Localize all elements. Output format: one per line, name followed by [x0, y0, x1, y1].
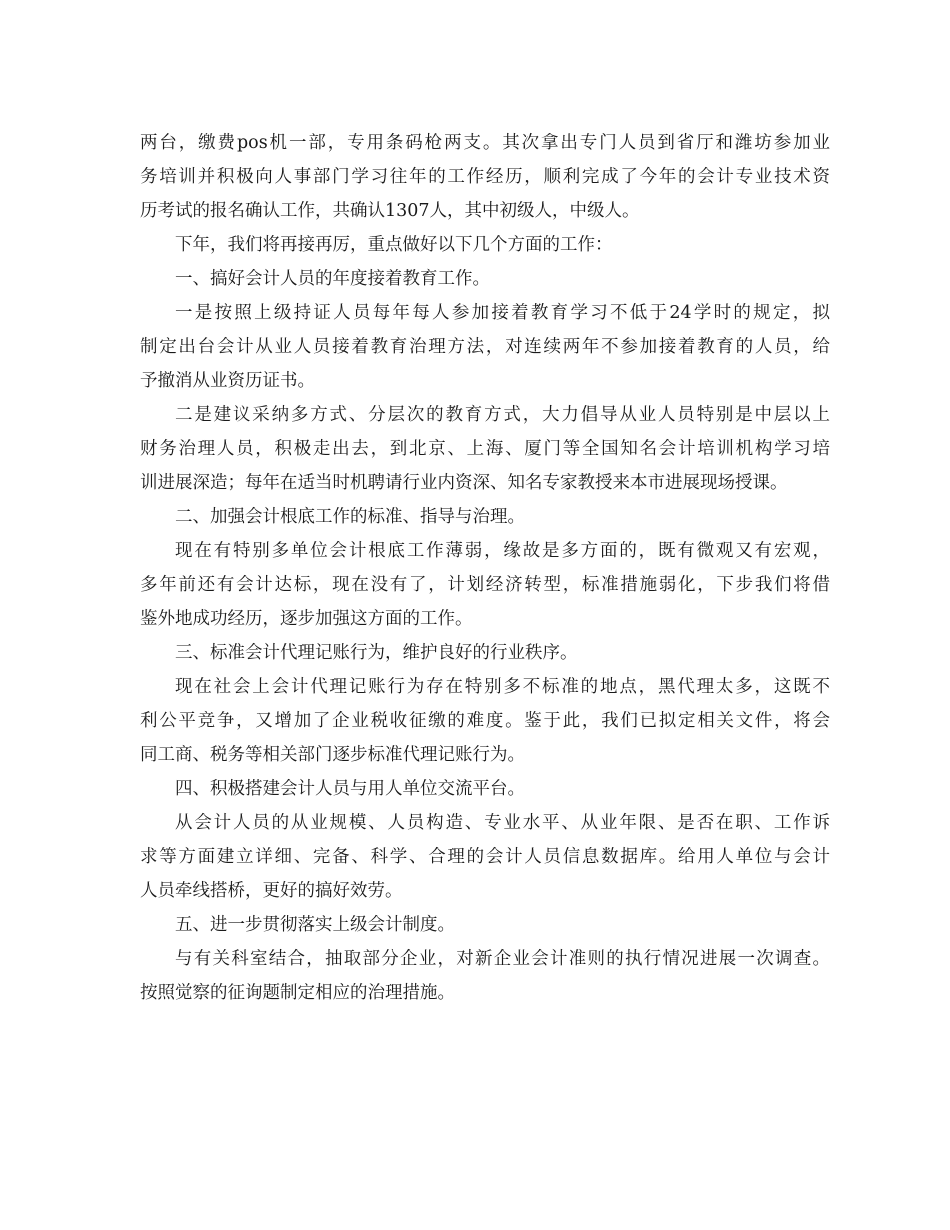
text-line: 人员牵线搭桥，更好的搞好效劳。 — [140, 881, 403, 901]
text-line: 四、积极搭建会计人员与用人单位交流平台。 — [175, 779, 525, 799]
text-line: 五、进一步贯彻落实上级会计制度。 — [175, 915, 455, 935]
text-line: 鉴外地成功经历，逐步加强这方面的工作。 — [140, 609, 473, 629]
document-body-text — [140, 126, 830, 1010]
text-line: 训进展深造；每年在适当时机聘请行业内资深、知名专家教授来本市进展现场授课。 — [140, 473, 788, 493]
text-line: 两台，缴费pos机一部，专用条码枪两支。其次拿出专门人员到省厅和潍坊参加业 — [140, 133, 830, 153]
text-line: 务培训并积极向人事部门学习往年的工作经历，顺利完成了今年的会计专业技术资 — [140, 167, 830, 187]
text-line: 求等方面建立详细、完备、科学、合理的会计人员信息数据库。给用人单位与会计 — [140, 847, 830, 867]
text-line: 从会计人员的从业规模、人员构造、专业水平、从业年限、是否在职、工作诉 — [175, 813, 830, 833]
text-line: 二、加强会计根底工作的标准、指导与治理。 — [175, 507, 525, 527]
text-line: 利公平竞争，又增加了企业税收征缴的难度。鉴于此，我们已拟定相关文件，将会 — [140, 711, 830, 731]
text-line: 一、搞好会计人员的年度接着教育工作。 — [175, 269, 490, 289]
text-line: 按照觉察的征询题制定相应的治理措施。 — [140, 983, 455, 1003]
text-line: 制定出台会计从业人员接着教育治理方法，对连续两年不参加接着教育的人员，给 — [140, 337, 830, 357]
text-line: 一是按照上级持证人员每年每人参加接着教育学习不低于24学时的规定，拟 — [175, 303, 830, 323]
text-line: 二是建议采纳多方式、分层次的教育方式，大力倡导从业人员特别是中层以上 — [175, 405, 830, 425]
text-line: 多年前还有会计达标，现在没有了，计划经济转型，标准措施弱化，下步我们将借 — [140, 575, 830, 595]
text-line: 下年，我们将再接再厉，重点做好以下几个方面的工作： — [175, 235, 613, 255]
text-line: 予撤消从业资历证书。 — [140, 371, 315, 391]
text-line: 三、标准会计代理记账行为，维护良好的行业秩序。 — [175, 643, 578, 663]
text-line: 与有关科室结合，抽取部分企业，对新企业会计准则的执行情况进展一次调查。 — [175, 949, 830, 969]
text-line: 财务治理人员，积极走出去，到北京、上海、厦门等全国知名会计培训机构学习培 — [140, 439, 830, 459]
text-line: 历考试的报名确认工作，共确认1307人，其中初级人，中级人。 — [140, 201, 640, 221]
text-line: 同工商、税务等相关部门逐步标准代理记账行为。 — [140, 745, 525, 765]
text-line: 现在有特别多单位会计根底工作薄弱，缘故是多方面的，既有微观又有宏观， — [175, 541, 830, 561]
text-line: 现在社会上会计代理记账行为存在特别多不标准的地点，黑代理太多，这既不 — [175, 677, 830, 697]
